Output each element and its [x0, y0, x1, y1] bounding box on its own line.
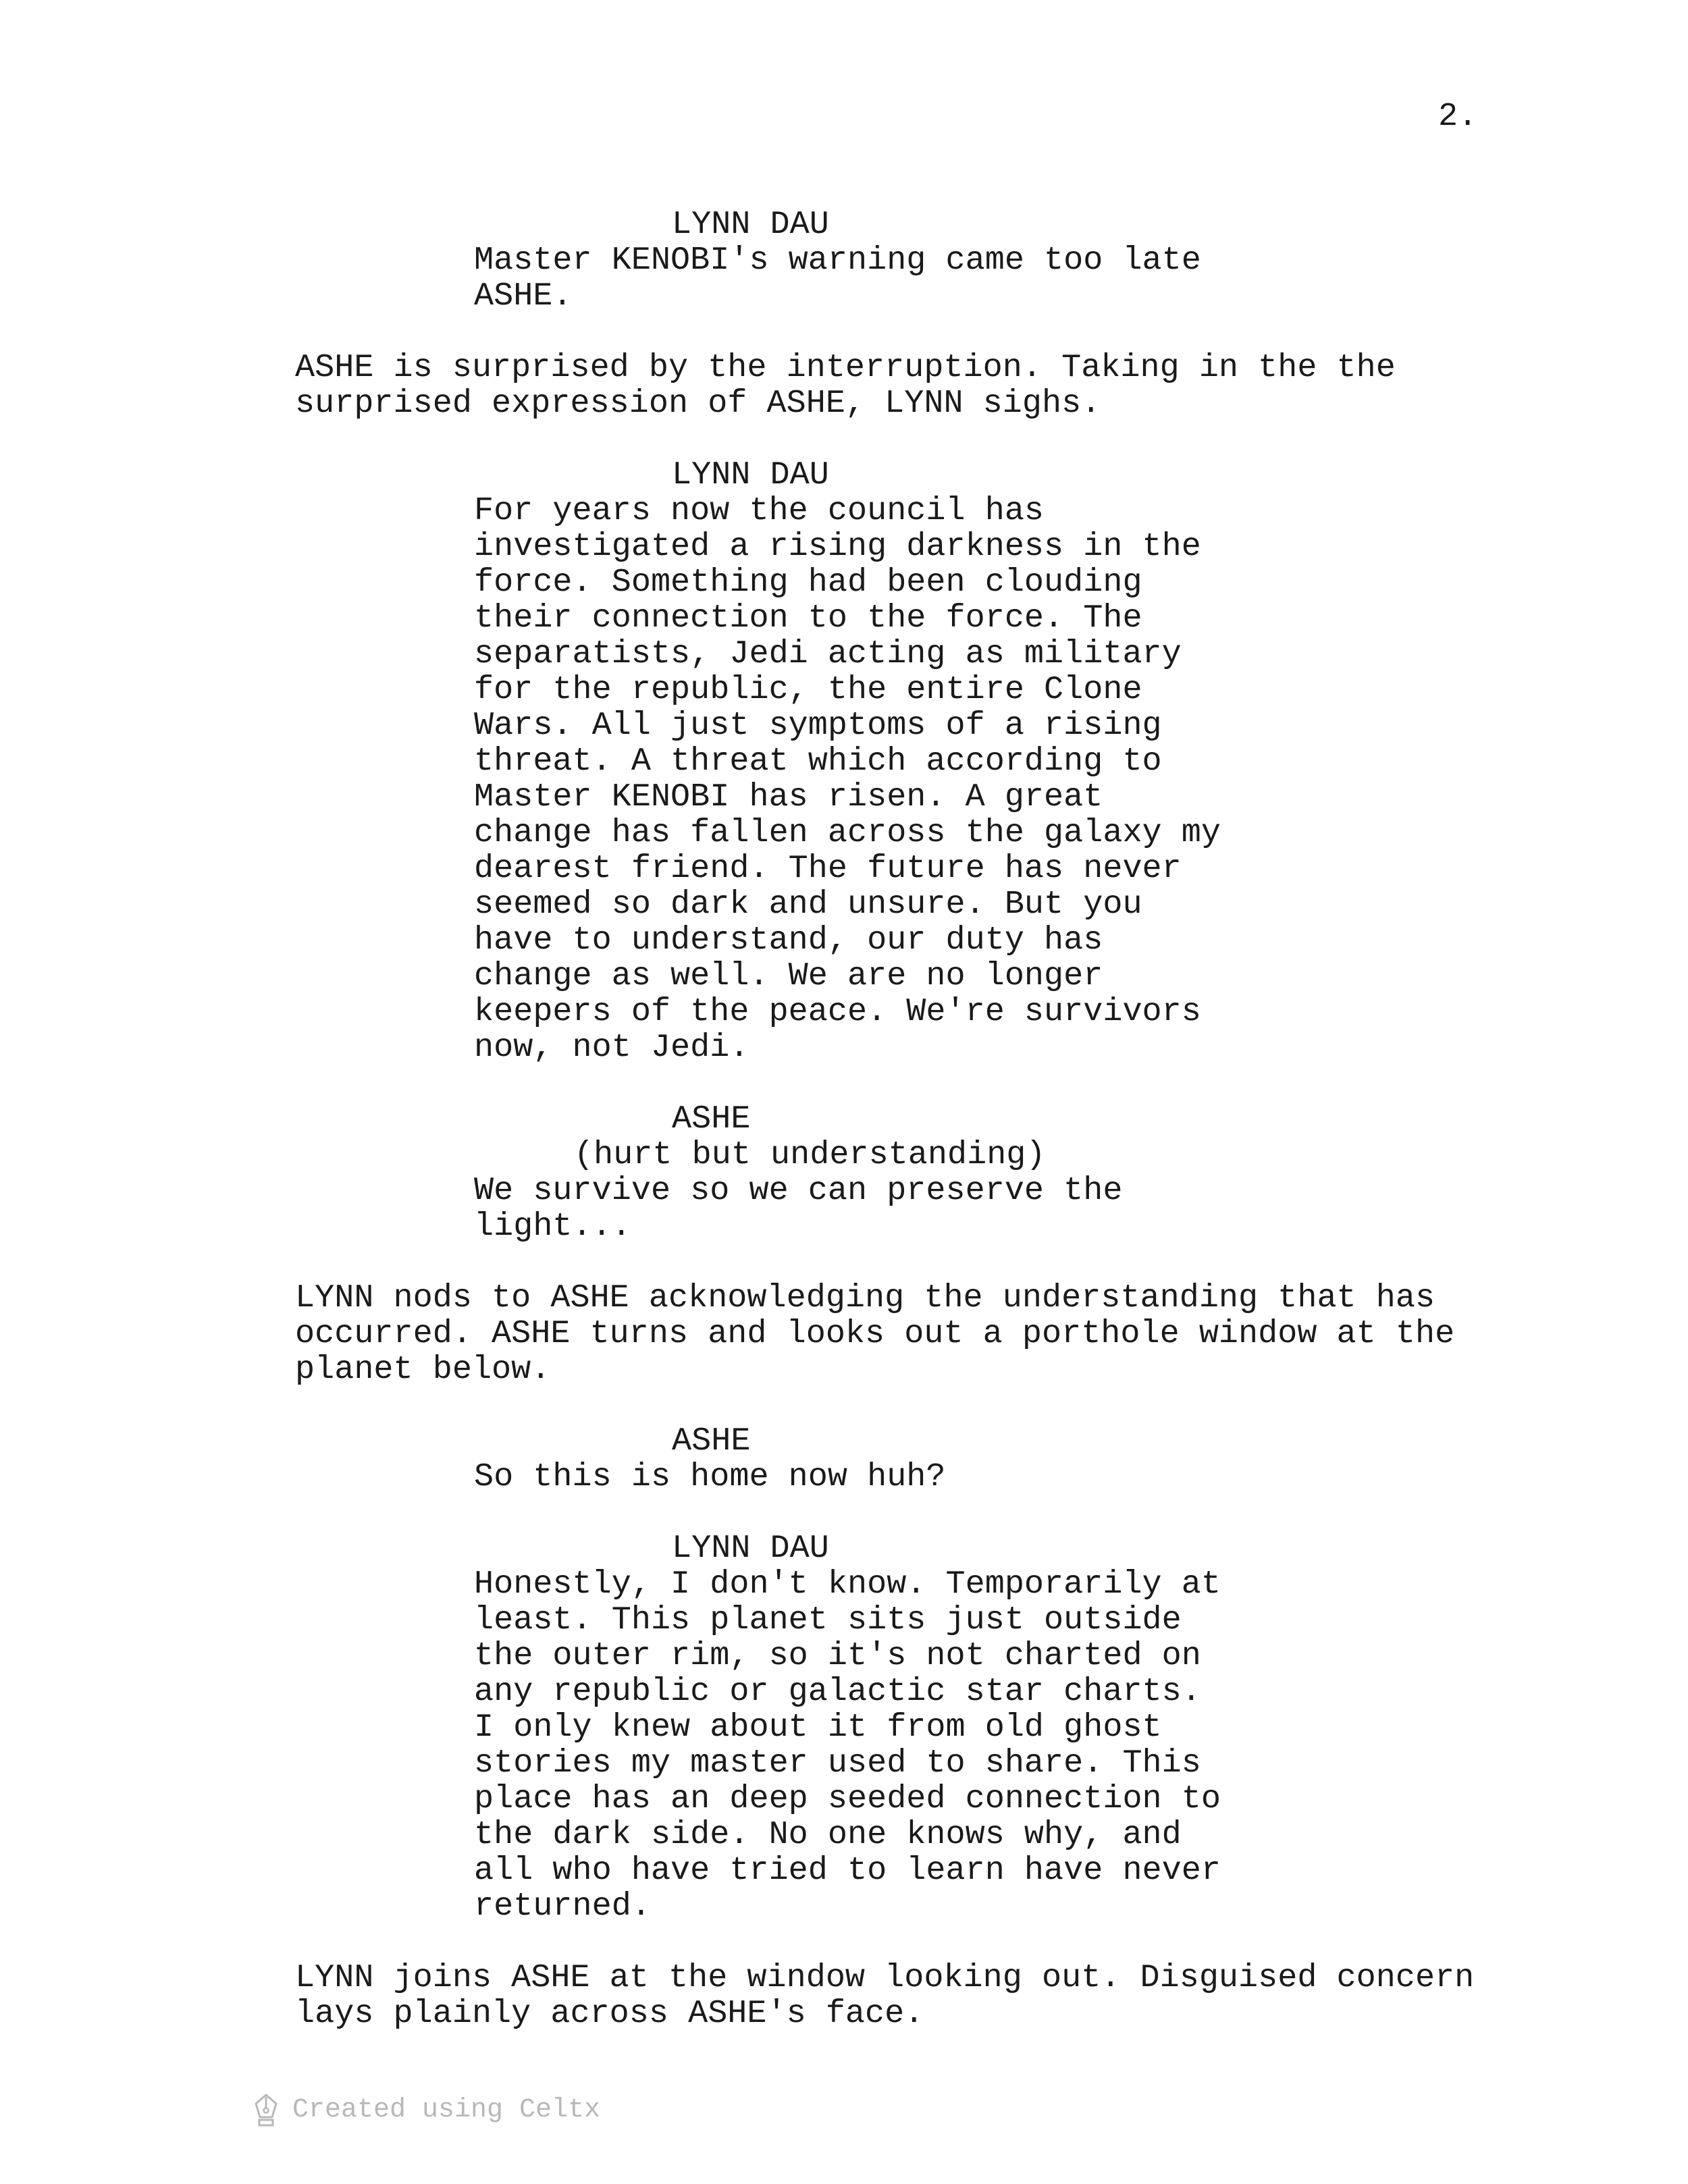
dialogue-line: have to understand, our duty has: [474, 922, 1103, 959]
dialogue-line: any republic or galactic star charts.: [474, 1673, 1201, 1710]
character-name: ASHE: [672, 1422, 751, 1460]
action-line: surprised expression of ASHE, LYNN sighs.: [295, 385, 1101, 422]
action-line: LYNN joins ASHE at the window looking out. Disguised concern: [295, 1959, 1475, 1996]
character-name: LYNN DAU: [672, 1530, 829, 1567]
dialogue-line: place has an deep seeded connection to: [474, 1780, 1221, 1817]
character-name: LYNN DAU: [672, 206, 829, 243]
dialogue-line: now, not Jedi.: [474, 1029, 749, 1066]
action-line: ASHE is surprised by the interruption. Taking in the the: [295, 349, 1396, 386]
dialogue-line: For years now the council has: [474, 492, 1045, 529]
dialogue-line: Honestly, I don't know. Temporarily at: [474, 1566, 1221, 1603]
dialogue-line: force. Something had been clouding: [474, 564, 1142, 601]
celtx-footer: [253, 2092, 600, 2129]
character-name: LYNN DAU: [672, 456, 829, 494]
dialogue-line: dearest friend. The future has never: [474, 850, 1182, 887]
dialogue-line: threat. A threat which according to: [474, 743, 1162, 780]
dialogue-line: change as well. We are no longer: [474, 957, 1103, 994]
dialogue-line: stories my master used to share. This: [474, 1744, 1201, 1782]
dialogue-line: ASHE.: [474, 277, 573, 315]
footer-text: Created using Celtx: [292, 2095, 601, 2125]
action-line: occurred. ASHE turns and looks out a porthole window at the: [295, 1315, 1455, 1352]
dialogue-line: least. This planet sits just outside: [474, 1601, 1182, 1639]
dialogue-line: the dark side. No one knows why, and: [474, 1816, 1182, 1853]
dialogue-line: for the republic, the entire Clone: [474, 671, 1142, 708]
dialogue-line: light...: [474, 1208, 631, 1245]
page-number: 2.: [1438, 98, 1478, 135]
dialogue-line: all who have tried to learn have never: [474, 1852, 1221, 1889]
dialogue-line: So this is home now huh?: [474, 1458, 946, 1495]
action-line: LYNN nods to ASHE acknowledging the understanding that has: [295, 1279, 1435, 1316]
dialogue-line: Master KENOBI has risen. A great: [474, 778, 1103, 816]
action-line: lays plainly across ASHE's face.: [295, 1995, 924, 2032]
dialogue-line: seemed so dark and unsure. But you: [474, 886, 1142, 923]
dialogue-line: change has fallen across the galaxy my: [474, 814, 1221, 851]
dialogue-line: Master KENOBI's warning came too late: [474, 242, 1201, 279]
dialogue-line: Wars. All just symptoms of a rising: [474, 707, 1162, 744]
dialogue-line: We survive so we can preserve the: [474, 1172, 1123, 1209]
dialogue-line: I only knew about it from old ghost: [474, 1709, 1162, 1746]
dialogue-line: returned.: [474, 1888, 651, 1925]
action-line: planet below.: [295, 1351, 551, 1388]
dialogue-line: investigated a rising darkness in the: [474, 528, 1201, 565]
dialogue-line: their connection to the force. The: [474, 600, 1142, 637]
parenthetical: (hurt but understanding): [574, 1136, 1046, 1173]
dialogue-line: separatists, Jedi acting as military: [474, 635, 1182, 672]
dialogue-line: the outer rim, so it's not charted on: [474, 1637, 1201, 1674]
celtx-pen-nib-icon: [253, 2093, 279, 2128]
character-name: ASHE: [672, 1100, 751, 1138]
dialogue-line: keepers of the peace. We're survivors: [474, 993, 1201, 1030]
